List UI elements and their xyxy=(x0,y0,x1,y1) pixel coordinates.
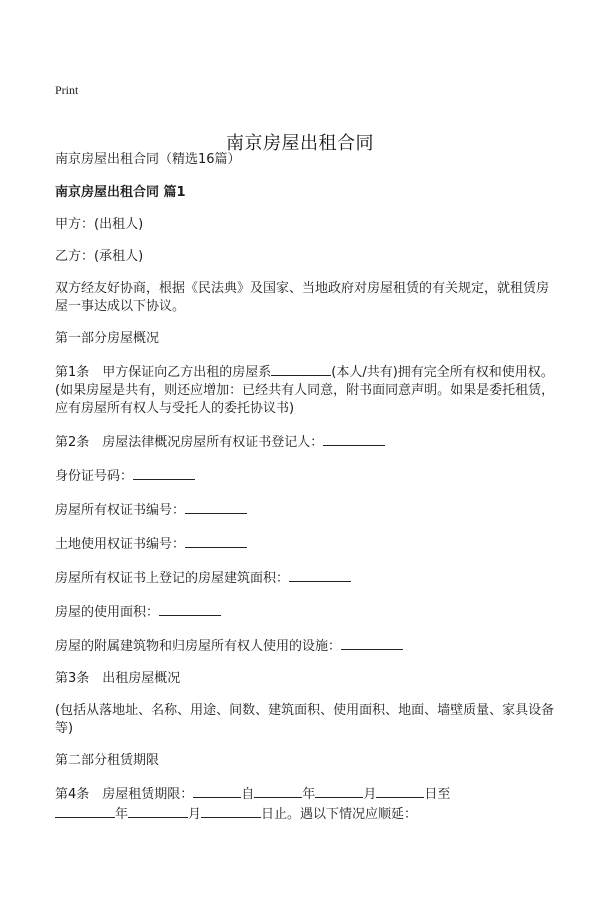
blank-field xyxy=(315,784,363,798)
intro-paragraph: 双方经友好协商，根据《民法典》及国家、当地政府对房屋租赁的有关规定，就租赁房屋一事达成以下协议。 xyxy=(55,281,550,314)
end-label: 日止。遇以下情况应顺延： xyxy=(261,807,418,822)
article-3-detail: (包括从落地址、名称、用途、间数、建筑面积、使用面积、地面、墙壁质量、家具设备等) xyxy=(55,703,555,736)
blank-field xyxy=(289,568,351,582)
from-label: 自 xyxy=(241,787,255,802)
blank-field xyxy=(201,804,261,818)
blank-field xyxy=(133,466,195,480)
document-body xyxy=(55,151,555,838)
blank-field xyxy=(185,500,247,514)
article-1 xyxy=(55,362,555,418)
land-cert-label: 土地使用权证书编号： xyxy=(55,537,186,552)
id-number-line xyxy=(55,466,555,486)
blank-field xyxy=(128,804,188,818)
blank-field xyxy=(193,784,241,798)
blank-field xyxy=(323,432,385,446)
article-3: 第3条 出租房屋概况 xyxy=(55,671,181,686)
blank-field xyxy=(271,362,331,376)
blank-field xyxy=(376,784,424,798)
print-link[interactable]: Print xyxy=(55,83,79,97)
page-title: 南京房屋出租合同 xyxy=(226,133,374,155)
house-cert-label: 房屋所有权证书编号： xyxy=(55,503,186,518)
facilities-line xyxy=(55,636,555,656)
blank-field xyxy=(254,784,302,798)
month-label: 月 xyxy=(188,807,202,822)
month-label: 月 xyxy=(363,787,377,802)
id-number-label: 身份证号码： xyxy=(55,469,134,484)
article-1-prefix: 第1条 甲方保证向乙方出租的房屋系 xyxy=(55,365,272,380)
blank-field xyxy=(341,636,403,650)
part1-title: 第一部分房屋概况 xyxy=(55,331,160,346)
article-4-prefix: 第4条 房屋租赁期限： xyxy=(55,787,194,802)
use-area-line xyxy=(55,602,555,622)
section-heading: 南京房屋出租合同 篇1 xyxy=(55,185,186,200)
house-cert-line xyxy=(55,500,555,520)
facilities-label: 房屋的附属建筑物和归房屋所有权人使用的设施： xyxy=(55,639,342,654)
article-1-suffix: (本人/共有)拥有完全所有权和使用权。(如果房屋是共有，则还应增加：已经共有人同意，附书面同意声明。如果是委托租赁，应有房屋所有权人与受托人的委托协议书) xyxy=(55,365,555,416)
party-b: 乙方：(承租人) xyxy=(55,249,144,264)
article-2-label: 第2条 房屋法律概况房屋所有权证书登记人： xyxy=(55,435,324,450)
year-label: 年 xyxy=(302,787,316,802)
day-to-label: 日至 xyxy=(424,787,451,802)
year-label: 年 xyxy=(115,807,129,822)
land-cert-line xyxy=(55,534,555,554)
building-area-line xyxy=(55,568,555,588)
blank-field xyxy=(185,534,247,548)
blank-field xyxy=(159,602,221,616)
part2-title: 第二部分租赁期限 xyxy=(55,753,160,768)
document-subtitle: 南京房屋出租合同（精选16篇） xyxy=(55,152,241,167)
use-area-label: 房屋的使用面积： xyxy=(55,605,160,620)
party-a: 甲方：(出租人) xyxy=(55,217,144,232)
article-2 xyxy=(55,432,555,452)
building-area-label: 房屋所有权证书上登记的房屋建筑面积： xyxy=(55,571,290,586)
blank-field xyxy=(55,804,115,818)
article-4 xyxy=(55,784,555,824)
